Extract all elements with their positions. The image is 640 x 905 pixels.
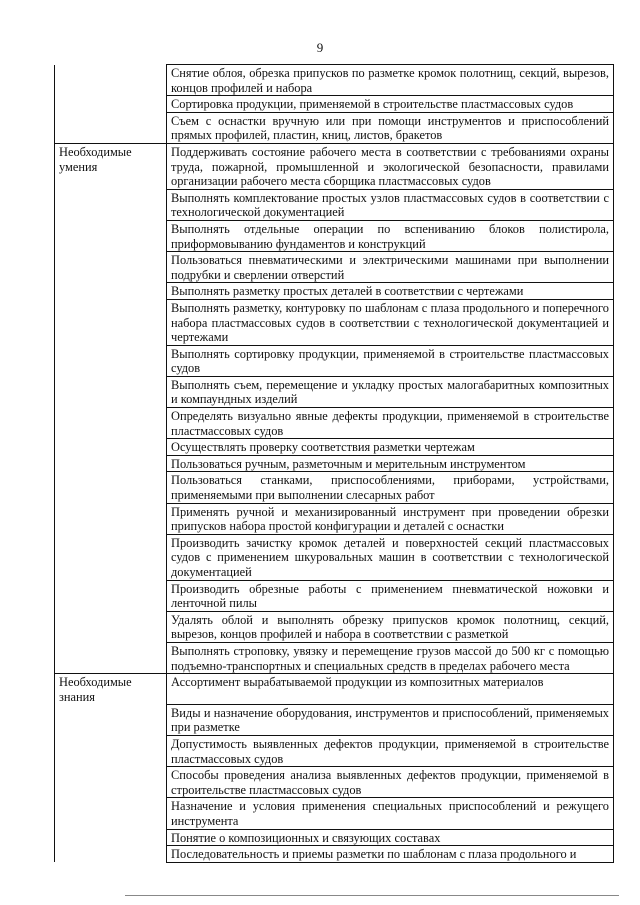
table-row: [55, 580, 614, 611]
table-row: [55, 767, 614, 798]
section-label: [55, 65, 167, 96]
section-label-cell: [55, 534, 167, 580]
table-row: [55, 376, 614, 407]
requirement-item: Выполнять разметку, контуровку по шаблонам с плаза продольного и поперечного набора пластмассовых судов в соответствии с технологической документацией и чертежами: [167, 299, 614, 345]
table-row: [55, 736, 614, 767]
table-row: [55, 846, 614, 863]
requirement-item: Ассортимент вырабатываемой продукции из композитных материалов: [167, 674, 614, 705]
requirement-item: Съем с оснастки вручную или при помощи инструментов и приспособлений прямых профилей, пластин, книц, листов, бракетов: [167, 112, 614, 143]
table-row: [55, 674, 614, 705]
section-label-cell: [55, 283, 167, 300]
table-row: [55, 611, 614, 642]
table-row: [55, 345, 614, 376]
table-row: [55, 798, 614, 829]
section-label-cell: [55, 220, 167, 251]
requirement-item: Назначение и условия применения специальных приспособлений и режущего инструмента: [167, 798, 614, 829]
requirement-item: Пользоваться станками, приспособлениями, приборами, устройствами, применяемыми при выполнении слесарных работ: [167, 472, 614, 503]
section-label-cell: [55, 112, 167, 143]
requirement-item: Осуществлять проверку соответствия разметки чертежам: [167, 439, 614, 456]
requirement-item: Применять ручной и механизированный инструмент при проведении обрезки припусков набора простой конфигурации и деталей с оснастки: [167, 503, 614, 534]
section-label-cell: [55, 455, 167, 472]
table-row: [55, 472, 614, 503]
table-row: [55, 220, 614, 251]
requirement-item: Допустимость выявленных дефектов продукции, применяемой в строительстве пластмассовых судов: [167, 736, 614, 767]
table-row: [55, 96, 614, 113]
requirement-item: Способы проведения анализа выявленных дефектов продукции, применяемой в строительстве пластмассовых судов: [167, 767, 614, 798]
section-label-cell: [55, 829, 167, 846]
section-label-cell: [55, 345, 167, 376]
requirement-item: Понятие о композиционных и связующих составах: [167, 829, 614, 846]
table-row: [55, 143, 614, 189]
section-label-cell: [55, 376, 167, 407]
requirement-item: Выполнять разметку простых деталей в соответствии с чертежами: [167, 283, 614, 300]
section-label-cell: [55, 580, 167, 611]
requirement-item: Определять визуально явные дефекты продукции, применяемой в строительстве пластмассовых судов: [167, 408, 614, 439]
requirement-item: Последовательность и приемы разметки по шаблонам с плаза продольного и: [167, 846, 614, 863]
requirement-item: Выполнять сортировку продукции, применяемой в строительстве пластмассовых судов: [167, 345, 614, 376]
section-label-cell: [55, 189, 167, 220]
requirement-item: Сортировка продукции, применяемой в строительстве пластмассовых судов: [167, 96, 614, 113]
table-row: [55, 439, 614, 456]
table-row: [55, 503, 614, 534]
table-row: [55, 189, 614, 220]
requirement-item: Пользоваться ручным, разметочным и мерительным инструментом: [167, 455, 614, 472]
table-row: [55, 112, 614, 143]
section-label-cell: [55, 611, 167, 642]
section-label-cell: [55, 642, 167, 673]
table-row: [55, 65, 614, 96]
table-row: [55, 704, 614, 735]
section-label-cell: [55, 299, 167, 345]
section-label-cell: [55, 408, 167, 439]
section-label-cell: [55, 503, 167, 534]
table-row: [55, 642, 614, 673]
section-label-cell: [55, 798, 167, 829]
requirement-item: Удалять облой и выполнять обрезку припусков кромок полотнищ, секций, вырезов, концов профилей и набора в соответствии с разметкой: [167, 611, 614, 642]
requirement-item: Пользоваться пневматическими и электрическими машинами при выполнении подрубки и сверлении отверстий: [167, 252, 614, 283]
section-label-cell: [55, 252, 167, 283]
requirements-table: [54, 64, 614, 863]
section-label-cell: [55, 846, 167, 863]
section-label-cell: [55, 472, 167, 503]
table-row: [55, 534, 614, 580]
table-row: [55, 408, 614, 439]
section-label-cell: [55, 96, 167, 113]
requirement-item: Выполнять отдельные операции по вспениванию блоков полистирола, приформовыванию фундаментов и конструкций: [167, 220, 614, 251]
table-row: [55, 829, 614, 846]
table-row: [55, 455, 614, 472]
section-label-cell: [55, 439, 167, 456]
requirement-item: Производить зачистку кромок деталей и поверхностей секций пластмассовых судов с применением шкуровальных машин в соответствии с технологической документацией: [167, 534, 614, 580]
table-row: [55, 283, 614, 300]
requirement-item: Выполнять комплектование простых узлов пластмассовых судов в соответствии с технологической документацией: [167, 189, 614, 220]
requirement-item: Выполнять строповку, увязку и перемещение грузов массой до 500 кг с помощью подъемно-транспортных и специальных средств в пределах рабочего места: [167, 642, 614, 673]
section-label: Необходимые умения: [55, 143, 167, 189]
requirement-item: Выполнять съем, перемещение и укладку простых малогабаритных композитных и компаундных изделий: [167, 376, 614, 407]
requirement-item: Поддерживать состояние рабочего места в соответствии с требованиями охраны труда, пожарной, промышленной и экологической безопасности, правилами организации рабочего места сборщика пластмассовых судов: [167, 143, 614, 189]
section-label-cell: [55, 736, 167, 767]
table-row: [55, 299, 614, 345]
table-row: [55, 252, 614, 283]
requirement-item: Виды и назначение оборудования, инструментов и приспособлений, применяемых при разметке: [167, 704, 614, 735]
section-label: Необходимые знания: [55, 674, 167, 705]
page-number: 9: [316, 40, 324, 55]
section-label-cell: [55, 767, 167, 798]
requirement-item: Снятие облоя, обрезка припусков по разметке кромок полотнищ, секций, вырезов, концов профилей и набора: [167, 65, 614, 96]
section-label-cell: [55, 704, 167, 735]
bottom-divider: [125, 895, 619, 896]
requirement-item: Производить обрезные работы с применением пневматической ножовки и ленточной пилы: [167, 580, 614, 611]
